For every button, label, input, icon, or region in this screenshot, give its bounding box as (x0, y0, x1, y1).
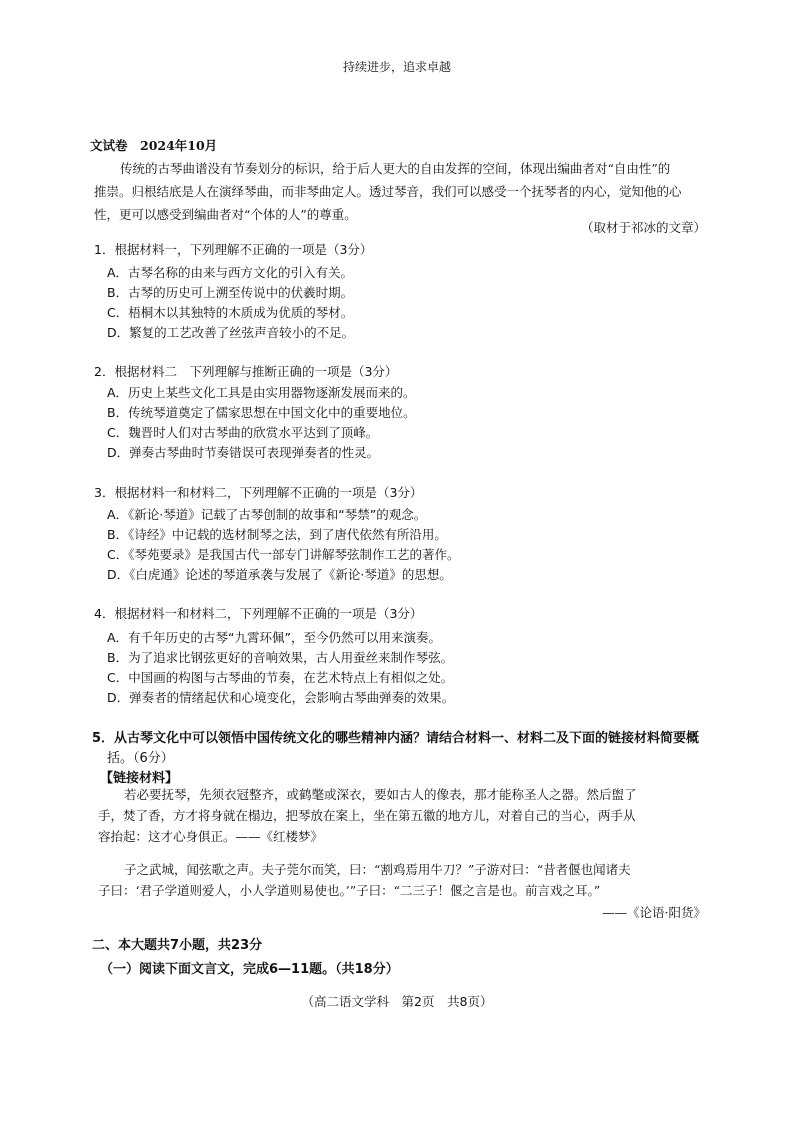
link-material-2-source: ——《论语·阳货》 (602, 905, 706, 920)
question-3-option-b[interactable]: B．《诗经》中记载的选材制琴之法，到了唐代依然有所沿用。 (107, 527, 447, 542)
question-3-option-c[interactable]: C．《琴苑要录》是我国古代一部专门讲解琴弦制作工艺的著作。 (107, 547, 460, 562)
passage-line-1: 传统的古琴曲谱没有节奏划分的标识，给于后人更大的自由发挥的空间，体现出编曲者对“自由性”的 (120, 161, 671, 176)
question-5-stem-line-2: 括。（6分） (107, 751, 174, 766)
question-3-option-a[interactable]: A．《新论·琴道》记载了古琴创制的故事和“琴禁”的观念。 (107, 507, 427, 522)
exam-header: 文试卷 2024年10月 (90, 138, 218, 153)
question-4-option-a[interactable]: A．有千年历史的古琴“九霄环佩”，至今仍然可以用来演奏。 (107, 630, 442, 645)
question-2-option-c[interactable]: C．魏晋时人们对古琴曲的欣赏水平达到了顶峰。 (107, 425, 379, 440)
link-material-2-line-2: 子曰：‘君子学道则爱人，小人学道则易使也。’”子曰：“二三子！偃之言是也。前言戏之耳。” (98, 883, 601, 898)
question-2-option-d[interactable]: D．弹奏古琴曲时节奏错误可表现弹奏者的性灵。 (107, 445, 380, 460)
link-material-1-line-1: 若必要抚琴，先须衣冠整齐，或鹤氅或深衣，要如古人的像表，那才能称圣人之器。然后盥了 (124, 787, 637, 802)
question-2-option-a[interactable]: A．历史上某些文化工具是由实用器物逐渐发展而来的。 (107, 385, 416, 400)
passage-line-3: 性，更可以感受到编曲者对“个体的人”的尊重。 (94, 207, 357, 222)
passage-source: （取材于祁冰的文章） (580, 220, 706, 235)
question-5-stem-line-1: 5．从古琴文化中可以领悟中国传统文化的哪些精神内涵？请结合材料一、材料二及下面的链接材料简要概 (92, 731, 700, 746)
link-material-1-line-3: 容抬起：这才心身俱正。——《红楼梦》 (98, 829, 324, 844)
link-material-1-line-2: 手，焚了香，方才将身就在榻边，把琴放在案上，坐在第五徽的地方儿，对着自己的当心，两手从 (98, 808, 636, 823)
page-footer: （高二语文学科 第2页 共8页） (301, 994, 493, 1009)
question-1-stem: 1．根据材料一，下列理解不正确的一项是（3分） (94, 242, 373, 257)
question-4-option-d[interactable]: D．弹奏者的情绪起伏和心境变化，会影响古琴曲弹奏的效果。 (107, 690, 455, 705)
question-4-option-b[interactable]: B．为了追求比钢弦更好的音响效果，古人用蚕丝来制作琴弦。 (107, 650, 454, 665)
question-4-stem: 4．根据材料一和材料二，下列理解不正确的一项是（3分） (94, 606, 423, 621)
page-slogan: 持续进步，追求卓越 (342, 60, 451, 74)
question-2-option-b[interactable]: B．传统琴道奠定了儒家思想在中国文化中的重要地位。 (107, 405, 416, 420)
section-2-title: 二、本大题共7小题，共23分 (92, 938, 263, 953)
link-material-2-line-1: 子之武城，闻弦歌之声。夫子莞尔而笑，曰：“割鸡焉用牛刀？”子游对曰：“昔者偃也闻诸夫 (124, 862, 631, 877)
question-1-option-d[interactable]: D．繁复的工艺改善了丝弦声音较小的不足。 (107, 325, 355, 340)
question-2-stem: 2．根据材料二 下列理解与推断正确的一项是（3分） (94, 364, 398, 379)
question-1-option-a[interactable]: A．古琴名称的由来与西方文化的引入有关。 (107, 265, 354, 280)
passage-line-2: 推崇。归根结底是人在演绎琴曲，而非琴曲定人。透过琴音，我们可以感受一个抚琴者的内心，觉知他的心 (94, 184, 682, 199)
question-3-stem: 3．根据材料一和材料二，下列理解不正确的一项是（3分） (94, 485, 423, 500)
question-1-option-c[interactable]: C．梧桐木以其独特的木质成为优质的琴材。 (107, 305, 354, 320)
question-1-option-b[interactable]: B．古琴的历史可上溯至传说中的伏羲时期。 (107, 285, 354, 300)
question-4-option-c[interactable]: C．中国画的构图与古琴曲的节奏，在艺术特点上有相似之处。 (107, 670, 454, 685)
question-3-option-d[interactable]: D．《白虎通》论述的琴道承袭与发展了《新论·琴道》的思想。 (107, 567, 452, 582)
link-material-title: 【链接材料】 (100, 771, 179, 786)
section-2-subtitle: （一）阅读下面文言文，完成6—11题。（共18分） (100, 962, 399, 977)
